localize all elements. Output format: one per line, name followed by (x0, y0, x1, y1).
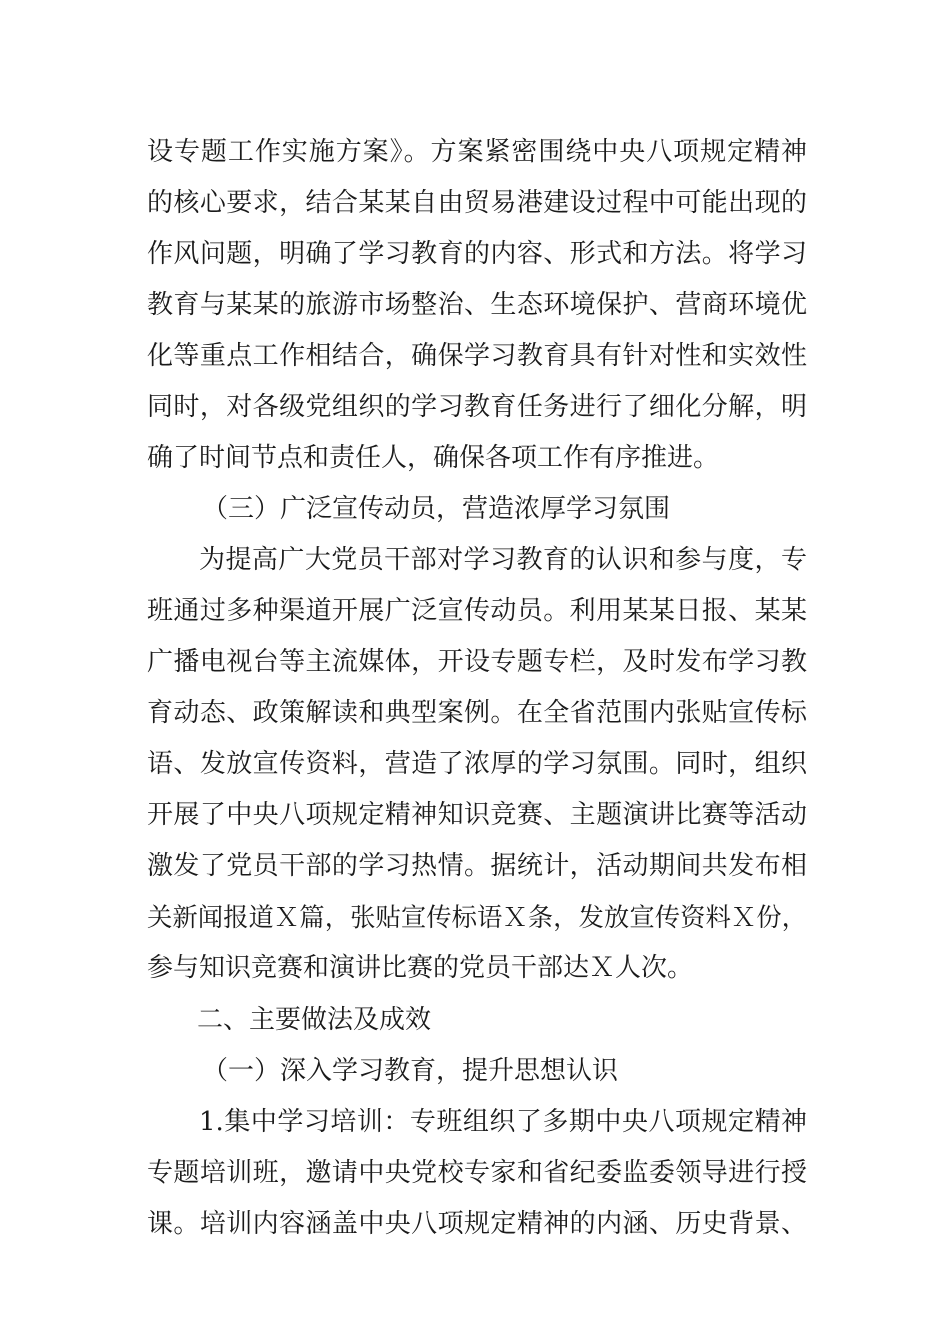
body-text-line: 语、发放宣传资料，营造了浓厚的学习氛围。同时，组织 (147, 749, 807, 779)
body-text-line: 作风问题，明确了学习教育的内容、形式和方法。将学习 (147, 239, 807, 269)
body-text-line: 化等重点工作相结合，确保学习教育具有针对性和实效性 (147, 341, 807, 371)
body-text-line: 关新闻报道Ｘ篇，张贴宣传标语Ｘ条，发放宣传资料Ｘ份， (147, 902, 807, 932)
body-text-line: 的核心要求，结合某某自由贸易港建设过程中可能出现的 (147, 188, 807, 218)
section-heading: （一）深入学习教育，提升思想认识 (202, 1056, 619, 1086)
body-text-line: 课。培训内容涵盖中央八项规定精神的内涵、历史背景、 (147, 1209, 807, 1239)
paragraph-first-line: 1.集中学习培训：专班组织了多期中央八项规定精神 (199, 1107, 807, 1137)
chapter-heading: 二、主要做法及成效 (197, 1005, 432, 1035)
body-text-line: 设专题工作实施方案》。方案紧密围绕中央八项规定精神 (147, 137, 807, 167)
body-text-line: 参与知识竞赛和演讲比赛的党员干部达Ｘ人次。 (147, 953, 694, 983)
body-text-line: 班通过多种渠道开展广泛宣传动员。利用某某日报、某某 (147, 596, 807, 626)
body-text-line: 育动态、政策解读和典型案例。在全省范围内张贴宣传标 (147, 698, 807, 728)
body-text-line: 激发了党员干部的学习热情。据统计，活动期间共发布相 (147, 851, 807, 881)
section-heading: （三）广泛宣传动员，营造浓厚学习氛围 (202, 494, 671, 524)
paragraph-first-line: 为提高广大党员干部对学习教育的认识和参与度，专 (199, 545, 807, 575)
body-text-line: 开展了中央八项规定精神知识竞赛、主题演讲比赛等活动 (147, 800, 807, 830)
body-text-line: 同时，对各级党组织的学习教育任务进行了细化分解，明 (147, 392, 807, 422)
body-text-line: 专题培训班，邀请中央党校专家和省纪委监委领导进行授 (147, 1158, 807, 1188)
body-text-line: 教育与某某的旅游市场整治、生态环境保护、营商环境优 (147, 290, 807, 320)
body-text-line: 广播电视台等主流媒体，开设专题专栏，及时发布学习教 (147, 647, 807, 677)
body-text-line: 确了时间节点和责任人，确保各项工作有序推进。 (147, 443, 720, 473)
